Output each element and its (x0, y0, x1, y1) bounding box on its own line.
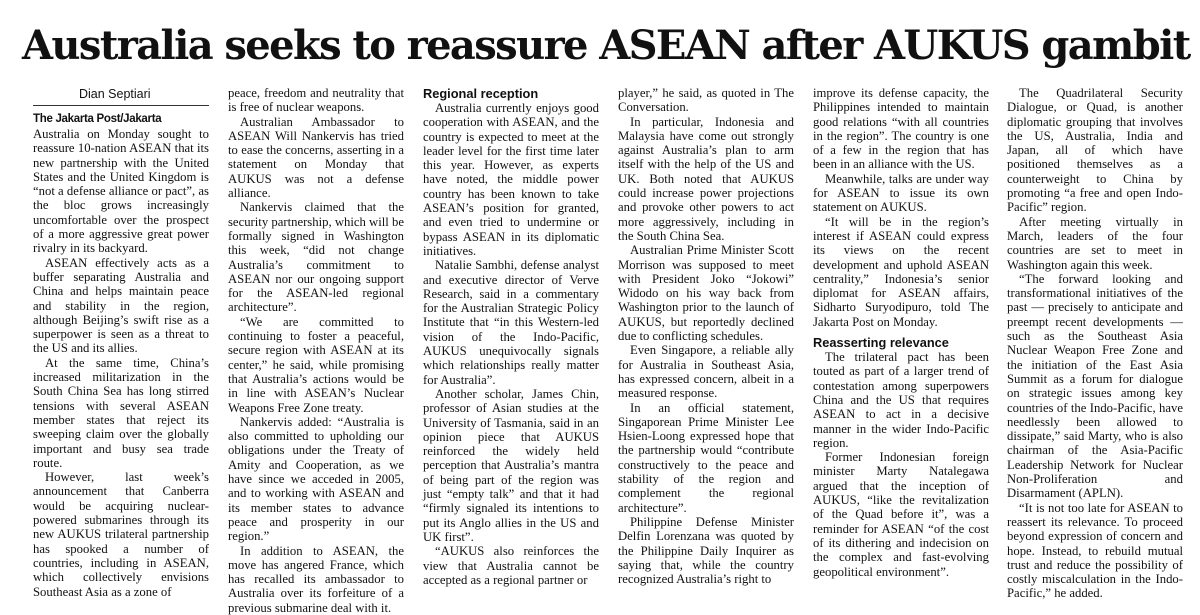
paragraph: player,” he said, as quoted in The Conversation. (618, 86, 794, 115)
article-column-4 (618, 86, 794, 587)
paragraph: Natalie Sambhi, defense analyst and executive director of Verve Research, said in a commentary for the Australian Strategic Policy Institute that “in this Western-led vision of the Indo-Pacific, AUKUS unequivocally signals which relationships really matter for Australia”. (423, 258, 599, 387)
dateline: The Jakarta Post/Jakarta (33, 113, 162, 125)
paragraph: In an official statement, Singaporean Prime Minister Lee Hsien-Loong expressed hope that the partnership would “contribute constructively to the peace and stability of the region and complement the regional architecture”. (618, 400, 794, 515)
paragraph: “AUKUS also reinforces the view that Australia cannot be accepted as a regional partner or (423, 544, 599, 587)
paragraph: “The forward looking and transformational initiatives of the past — precisely to anticipate and preempt recent developments — such as the Southeast Asia Nuclear Weapon Free Zone and the initiation of the East Asia Summit as a forum for dialogue on strategic issues among key countries of the Indo-Pacific, have needlessly been allowed to dissipate,” said Marty, who is also chairman of the Asia-Pacific Leadership Network for Nuclear Non-Proliferation and Disarmament (APLN). (1007, 271, 1183, 501)
byline: Dian Septiari (79, 87, 151, 101)
paragraph: Nankervis claimed that the security partnership, which will be formally signed in Washington this week, “did not change Australia’s commitment to ASEAN nor our ongoing support for the ASEAN-led regional architecture”. (228, 200, 404, 315)
paragraph: After meeting virtually in March, leaders of the four countries are set to meet in Washington again this week. (1007, 214, 1183, 272)
paragraph: The trilateral pact has been touted as part of a larger trend of contestation among superpowers China and the US that requires ASEAN to act in a decisive manner in the wider Indo-Pacific region. (813, 350, 989, 450)
paragraph: Australia currently enjoys good cooperation with ASEAN, and the country is expected to meet at the leader level for the first time later this year. However, as experts have noted, the middle power country has been known to take ASEAN’s position for granted, and even tried to undermine or bypass ASEAN in its diplomatic initiatives. (423, 101, 599, 258)
paragraph: Nankervis added: “Australia is also committed to upholding our obligations under the Treaty of Amity and Cooperation, as we have since we acceded in 2005, and to working with ASEAN and its member states to advance peace and prosperity in our region.” (228, 414, 404, 544)
article-column-5 (813, 86, 989, 579)
article-column-2 (228, 86, 404, 615)
paragraph: Australian Ambassador to ASEAN Will Nankervis has tried to ease the concerns, asserting in a statement on Monday that AUKUS was not a defense alliance. (228, 114, 404, 201)
subhead-reasserting-relevance: Reasserting relevance (813, 335, 949, 351)
article-column-1 (33, 86, 209, 599)
paragraph: ASEAN effectively acts as a buffer separating Australia and China and helps maintain peace and stability in the region, although Beijing’s swift rise as a superpower is seen as a threat to the US and its allies. (33, 255, 209, 356)
paragraph: Meanwhile, talks are under way for ASEAN to issue its own statement on AUKUS. (813, 171, 989, 215)
paragraph: Former Indonesian foreign minister Marty Natalegawa argued that the inception of AUKUS, “like the revitalization of the Quad before it”, was a reminder for ASEAN “of the cost of its dithering and indecision on the complex and fast-evolving geopolitical environment”. (813, 450, 989, 579)
headline: Australia seeks to reassure ASEAN after AUKUS gambit (22, 22, 1190, 69)
paragraph: “It is not too late for ASEAN to reassert its relevance. To proceed beyond expression of concern and hope. Instead, to rebuild mutual trust and reduce the possibility of costly miscalculation in the Indo-Pacific,” he added. (1007, 500, 1183, 601)
paragraph: Philippine Defense Minister Delfin Lorenzana was quoted by the Philippine Daily Inquirer as saying that, while the country recognized Australia’s right to (618, 514, 794, 587)
paragraph: In addition to ASEAN, the move has angered France, which has recalled its ambassador to Australia over its forfeiture of a previous submarine deal with it. (228, 543, 404, 615)
paragraph: “It will be in the region’s interest if ASEAN could express its views on the recent development and uphold ASEAN centrality,” Indonesia’s senior diplomat for ASEAN affairs, Sidharto Suryodipuro, told The Jakarta Post on Monday. (813, 214, 989, 329)
paragraph: In particular, Indonesia and Malaysia have come out strongly against Australia’s plan to arm itself with the help of the US and UK. Both noted that AUKUS could increase power projections and provoke other powers to act more aggressively, including in the South China Sea. (618, 114, 794, 243)
subhead-regional-reception: Regional reception (423, 86, 539, 101)
article-column-3 (423, 86, 599, 587)
paragraph: At the same time, China’s increased militarization in the South China Sea has long stirred tensions with several ASEAN member states that reject its sweeping claim over the globally important and busy sea trade route. (33, 355, 209, 470)
paragraph: However, last week’s announcement that Canberra would be acquiring nuclear-powered submarines through its new AUKUS trilateral partnership has spooked a number of countries, including in ASEAN, which collectively envisions Southeast Asia as a zone of (33, 470, 209, 599)
byline-rule (33, 105, 209, 106)
paragraph: improve its defense capacity, the Philippines intended to maintain good relations “with all countries in the region”. The country is one of a few in the region that has been in an alliance with the US. (813, 86, 989, 172)
paragraph: Australian Prime Minister Scott Morrison was supposed to meet with President Joko “Jokowi” Widodo on his way back from Washington prior to the launch of AUKUS, but reportedly declined due to conflicting schedules. (618, 243, 794, 344)
article-column-6 (1007, 86, 1183, 601)
paragraph: The Quadrilateral Security Dialogue, or Quad, is another diplomatic grouping that involves the US, Australia, India and Japan, all of which have positioned themselves as a counterweight to China by promoting “a free and open Indo-Pacific” region. (1007, 86, 1183, 215)
paragraph: “We are committed to continuing to foster a peaceful, secure region with ASEAN at its center,” he said, while promising that Australia’s actions would be in line with ASEAN’s Nuclear Weapons Free Zone treaty. (228, 314, 404, 415)
paragraph: Even Singapore, a reliable ally for Australia in Southeast Asia, has expressed concern, albeit in a measured response. (618, 343, 794, 401)
paragraph: Another scholar, James Chin, professor of Asian studies at the University of Tasmania, said in an opinion piece that AUKUS reinforced the widely held perception that Australia’s mantra of being part of the region was just “empty talk” and that it had “firmly signaled its intentions to put its Anglo allies in the US and UK first”. (423, 386, 599, 544)
paragraph: Australia on Monday sought to reassure 10-nation ASEAN that its new partnership with the United States and the United Kingdom is “not a defense alliance or pact”, as the bloc grows increasingly uncomfortable over the prospect of a more aggressive great power rivalry in its backyard. (33, 127, 209, 256)
paragraph: peace, freedom and neutrality that is free of nuclear weapons. (228, 86, 404, 115)
